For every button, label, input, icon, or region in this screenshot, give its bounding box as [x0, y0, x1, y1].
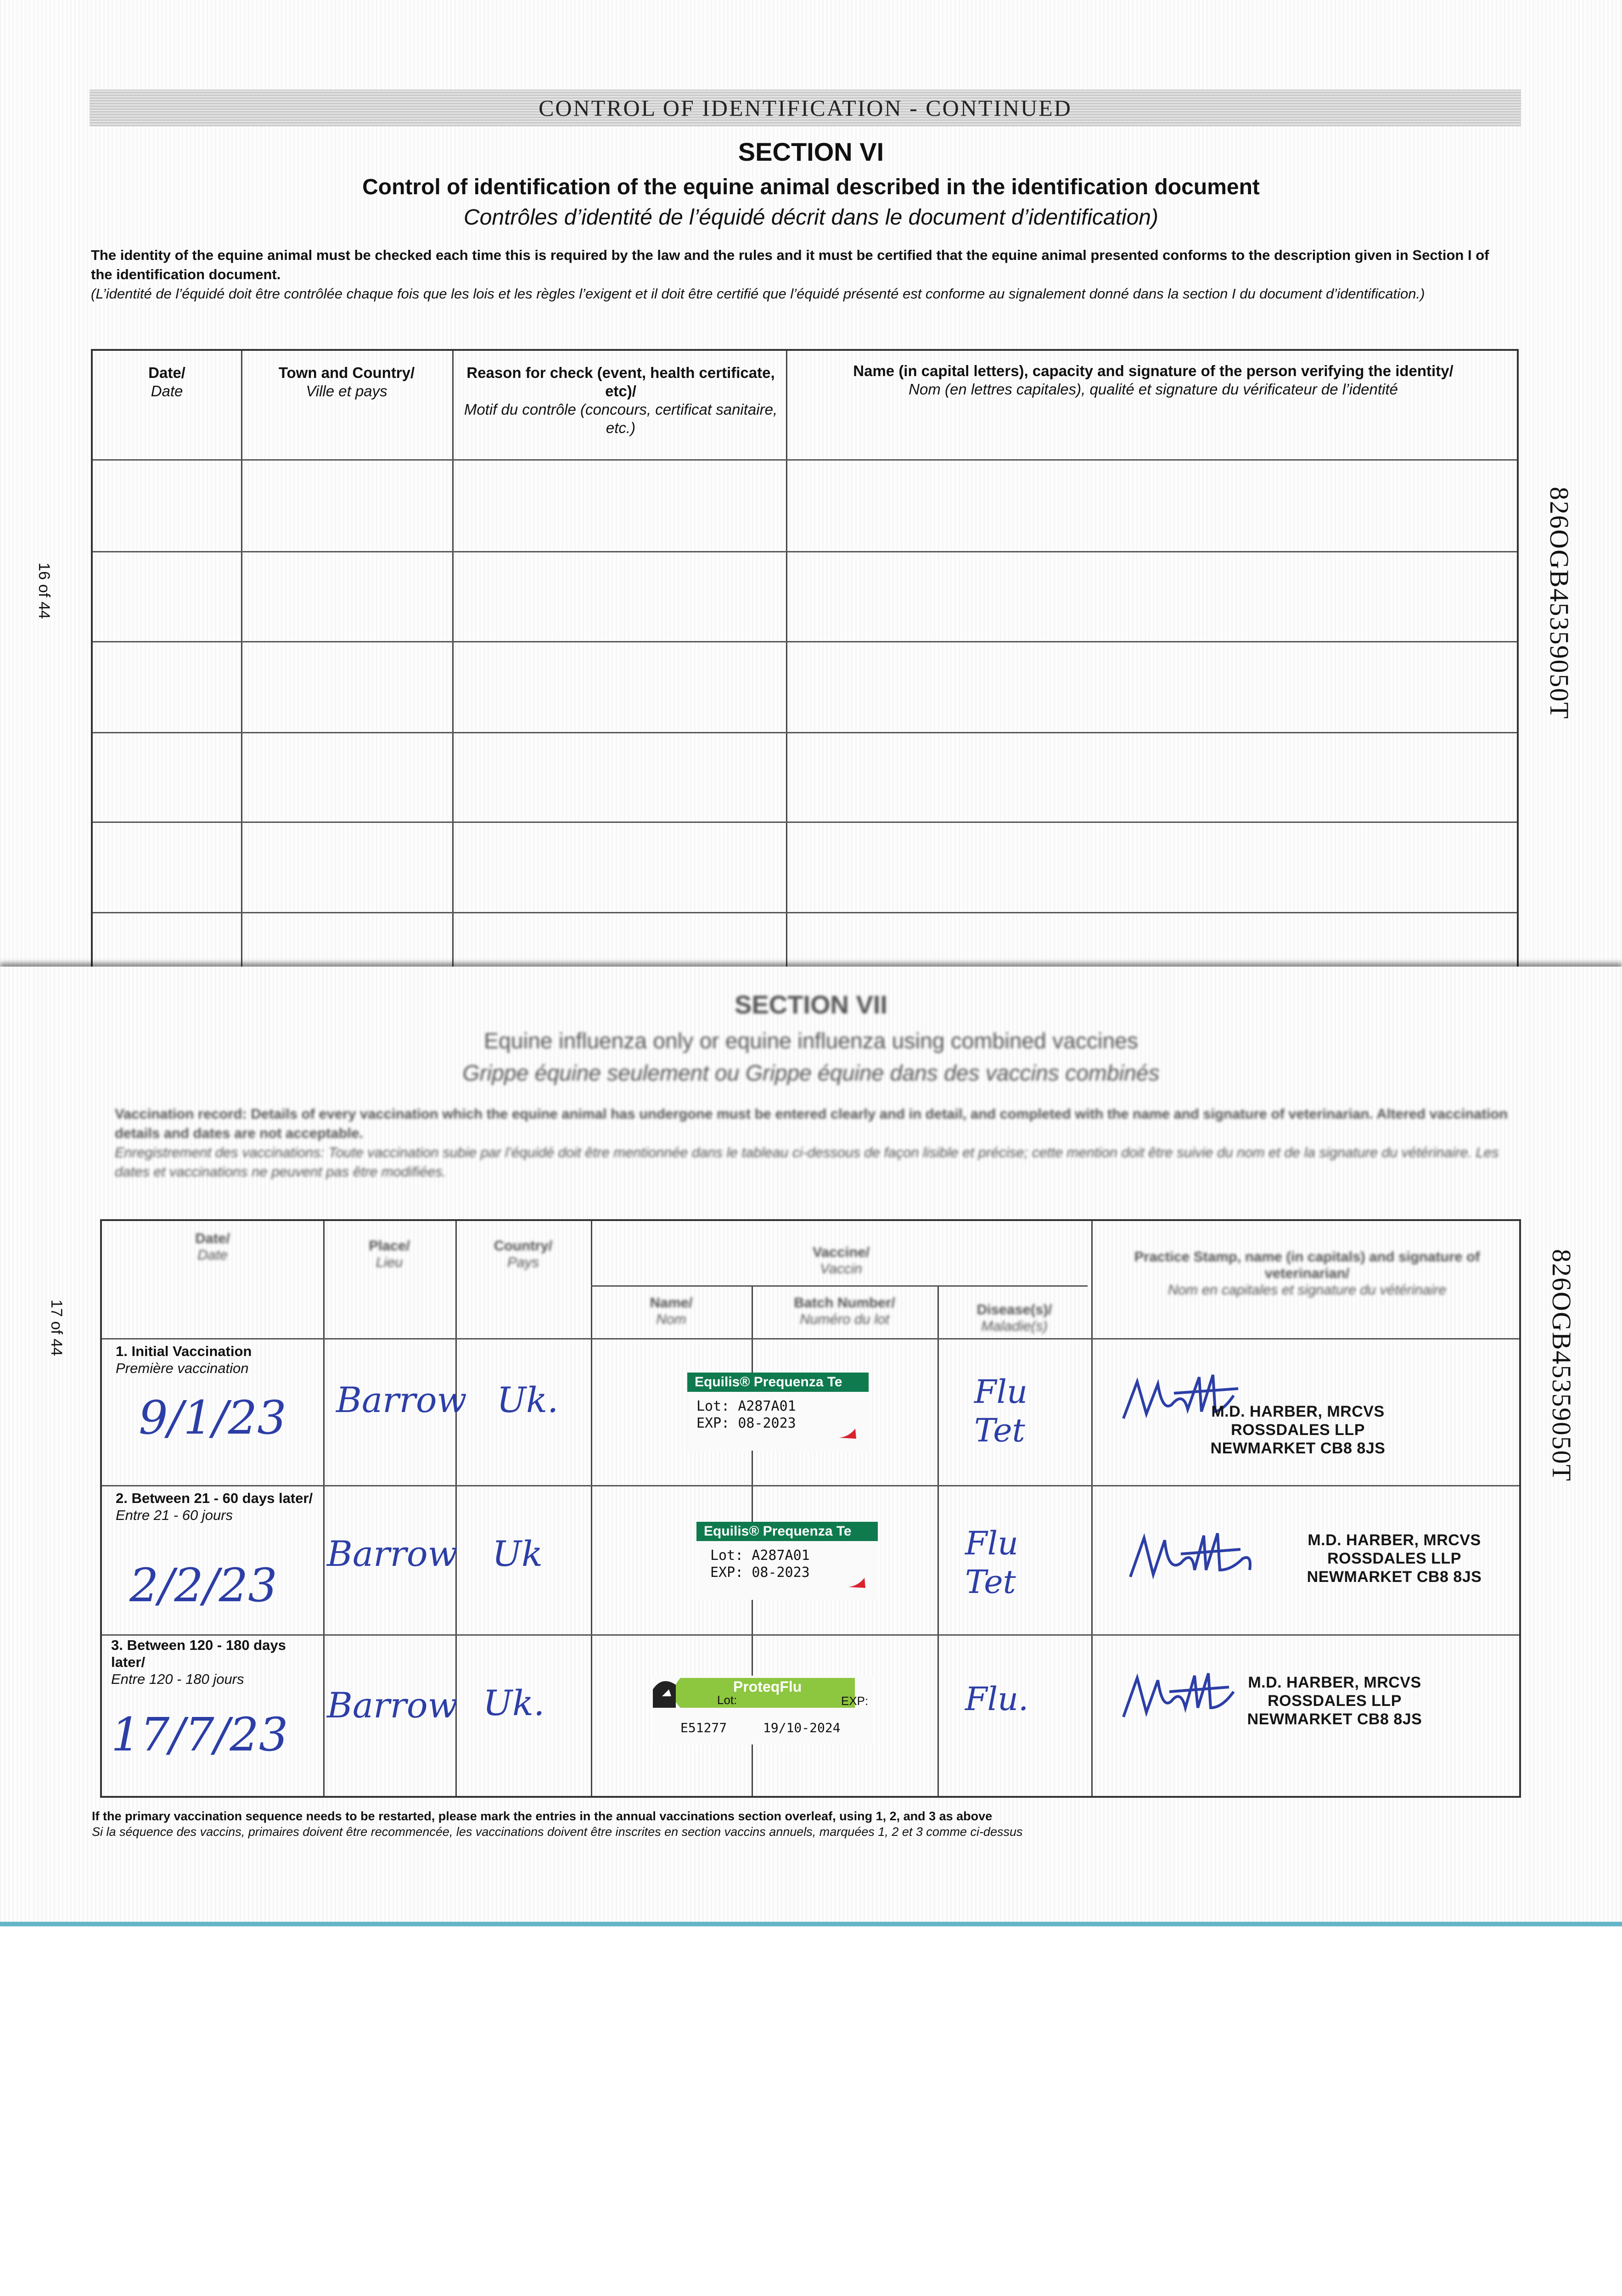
instructions-en: Vaccination record: Details of every vaccination which the equine animal has undergone must be entered clearly and in detail, and completed with the name and signature of veterinarian. Altered vaccination details and dates are not acceptable. — [115, 1106, 1508, 1141]
row-2-exp: 08-2023 — [752, 1564, 810, 1581]
row-2-date: 2/2/23 — [129, 1559, 277, 1612]
row-1-lot: A287A01 — [738, 1398, 796, 1414]
col-country-header: Country/ Pays — [494, 1238, 553, 1270]
banner-text: CONTROL OF IDENTIFICATION - CONTINUED — [539, 95, 1072, 121]
row-2-vaccine-label: Equilis® Prequenza Te Lot: A287A01 EXP: 08-2023 — [696, 1522, 878, 1600]
row-1-vet-stamp: M.D. HARBER, MRCVS ROSSDALES LLP NEWMARKET CB8 8JS — [1210, 1403, 1386, 1457]
instructions-fr: (L’identité de l’équidé doit être contrôlée chaque fois que les lois et les règles l’exigent et il doit être certifié que l’équidé présenté est conforme au signalement donné dans la section I du document d’identification.) — [91, 286, 1425, 302]
row-3-exp: 19/10-2024 — [763, 1720, 841, 1735]
page-title-fr: Contrôles d’identité de l’équidé décrit dans le document d’identification) — [464, 205, 1158, 230]
col-name-header: Name (in capital letters), capacity and signature of the person verifying the identity/ Nom (en lettres capitales), qualité et signature du vérificateur de l’identité — [853, 362, 1454, 398]
row-3-lot-label: Lot: — [717, 1693, 737, 1707]
page-title-fr: Grippe équine seulement ou Grippe équine dans des vaccins combinés — [462, 1061, 1160, 1086]
page-number: 17 of 44 — [48, 1300, 65, 1356]
instructions-fr: Enregistrement des vaccinations: Toute vaccination subie par l’équidé doit être mentionnée dans le tableau ci-dessous de façon lisible et précise; cette mention doit être suivie du nom et de la signature du vétérinaire. Les dates et vaccinations ne peuvent pas être modifiées. — [115, 1144, 1499, 1180]
page-title-en: Control of identification of the equine animal described in the identification document — [362, 175, 1260, 199]
footnote — [92, 1808, 1515, 1840]
vaccination-table — [100, 1219, 1521, 1798]
row-2-country: Uk — [492, 1533, 543, 1574]
col-vet-header: Practice Stamp, name (in capitals) and signature of veterinarian/ Nom en capitales et signature du vétérinaire — [1134, 1249, 1480, 1298]
row-3-lot: E51277 — [680, 1720, 727, 1735]
instructions — [115, 1104, 1520, 1182]
row-3-date: 17/7/23 — [111, 1708, 288, 1761]
col-date-header: Date/ Date — [195, 1230, 230, 1263]
row-2-vet-stamp: M.D. HARBER, MRCVS ROSSDALES LLP NEWMARKET CB8 8JS — [1307, 1531, 1482, 1586]
row-2-label: 2. Between 21 - 60 days later/ Entre 21 - 60 jours — [116, 1490, 313, 1523]
row-3-disease: Flu. — [965, 1680, 1029, 1718]
passport-id: 826OGB45359050T — [1547, 1249, 1577, 1482]
identity-check-table — [91, 349, 1519, 967]
footnote-fr: Si la séquence des vaccins, primaires doivent être recommencée, les vaccinations doivent être inscrites en section vaccins annuels, marquées 1, 2 et 3 comme ci-dessus — [92, 1825, 1023, 1839]
row-1-disease: Flu Tet — [974, 1373, 1028, 1449]
row-3-vaccine-label — [653, 1676, 873, 1745]
col-disease-header: Disease(s)/ Maladie(s) — [977, 1301, 1052, 1334]
row-1-place: Barrow — [336, 1379, 467, 1420]
label-swoosh-icon — [848, 1577, 866, 1591]
row-1-exp: 08-2023 — [738, 1415, 796, 1431]
col-vaccine-name-header: Name/ Nom — [650, 1294, 693, 1327]
row-1-date: 9/1/23 — [139, 1391, 286, 1445]
col-batch-header: Batch Number/ Numéro du lot — [794, 1294, 895, 1327]
instructions-en: The identity of the equine animal must be checked each time this is required by the law and the rules and it must be certified that the equine animal presented conforms to the description given in Section I of the identification document. — [91, 247, 1489, 282]
row-2-disease: Flu Tet — [965, 1525, 1019, 1601]
col-date-header: Date/ Date — [148, 364, 185, 400]
label-swoosh-icon — [839, 1428, 857, 1441]
row-3-place: Barrow — [327, 1685, 458, 1726]
row-1-label: 1. Initial Vaccination Première vaccination — [116, 1343, 252, 1376]
row-1-vaccine-brand: Equilis® Prequenza Te — [687, 1373, 869, 1392]
page-title-en: Equine influenza only or equine influenza using combined vaccines — [484, 1029, 1138, 1053]
col-vaccine-header: Vaccine/ Vaccin — [812, 1244, 870, 1277]
row-3-vaccine-brand: ProteqFlu — [733, 1678, 802, 1695]
page-number: 16 of 44 — [35, 563, 53, 619]
row-3-label: 3. Between 120 - 180 days later/ Entre 120 - 180 jours — [111, 1637, 286, 1687]
footnote-en: If the primary vaccination sequence needs to be restarted, please mark the entries in the annual vaccinations section overleaf, using 1, 2, and 3 as above — [92, 1809, 993, 1823]
col-reason-header: Reason for check (event, health certificate, etc)/ Motif du contrôle (concours, certificat sanitaire, etc.) — [464, 364, 778, 436]
row-1-vaccine-label: Equilis® Prequenza Te Lot: A287A01 EXP: 08-2023 — [687, 1373, 869, 1451]
row-3-exp-label: EXP: — [841, 1694, 869, 1708]
col-town-header: Town and Country/ Ville et pays — [278, 364, 415, 400]
section-title: SECTION VI — [738, 137, 884, 166]
row-2-place: Barrow — [327, 1533, 458, 1574]
section-title: SECTION VII — [735, 990, 887, 1019]
section-banner — [90, 90, 1521, 126]
passport-id: 826OGB45359050T — [1544, 487, 1574, 720]
row-2-vet-signature — [1126, 1526, 1277, 1586]
row-3-vet-stamp: M.D. HARBER, MRCVS ROSSDALES LLP NEWMARKET CB8 8JS — [1247, 1674, 1422, 1728]
row-1-country: Uk. — [497, 1379, 559, 1420]
row-2-lot: A287A01 — [752, 1548, 810, 1564]
instructions — [91, 246, 1505, 304]
row-2-vaccine-brand: Equilis® Prequenza Te — [696, 1522, 878, 1541]
row-3-country: Uk. — [483, 1683, 545, 1723]
col-place-header: Place/ Lieu — [369, 1238, 410, 1270]
